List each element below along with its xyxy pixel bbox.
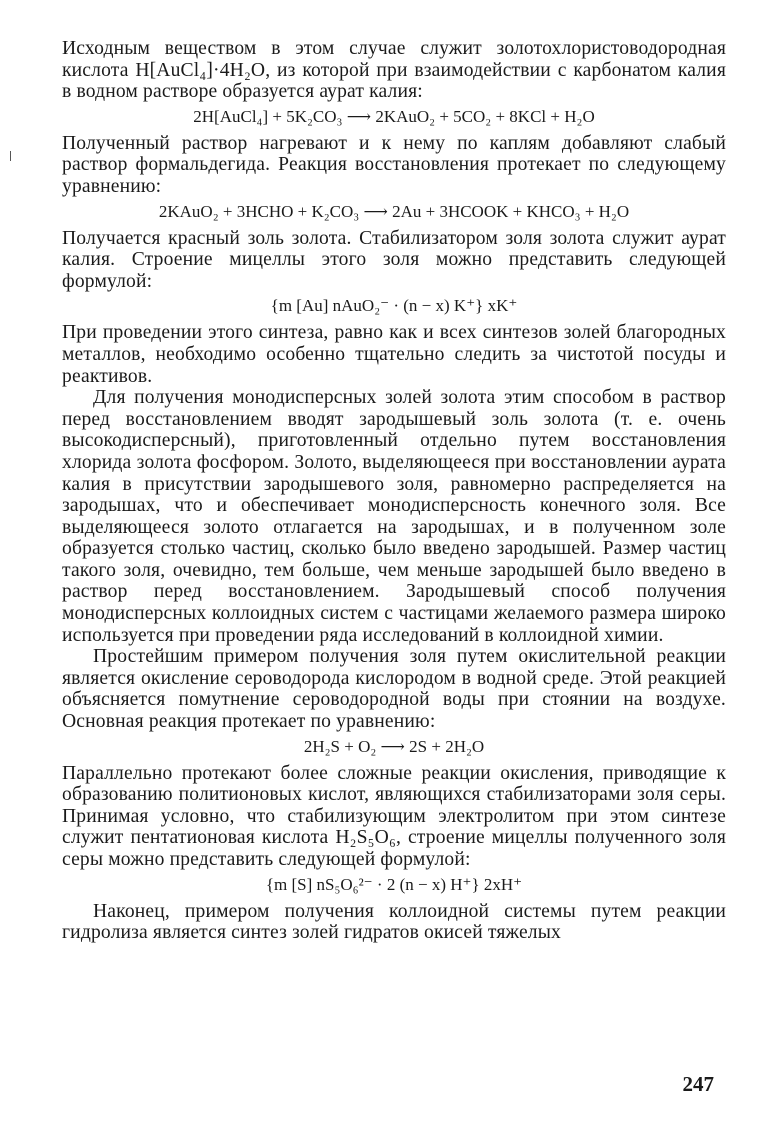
margin-mark [10, 151, 11, 161]
paragraph-purity: При проведении этого синтеза, равно как и всех синтезов золей благородных металлов, необходимо особенно тщательно следить за чистотой посуды и реактивов. [62, 322, 726, 387]
book-page-text [62, 38, 726, 944]
formula-gold-micelle: {m [Au] nAuO₂⁻ · (n − x) K⁺} xK⁺ [270, 296, 518, 316]
formula-h2s-oxidation: 2H₂S + O₂ ⟶ 2S + 2H₂O [303, 736, 485, 756]
paragraph-source-acid: Исходным веществом в этом случае служит золотохлористоводородная кислота H[AuCl₄]·4H₂O, из которой при взаимодействии с карбонатом калия в водном растворе образуется аурат калия: [62, 38, 726, 103]
paragraph-monodisperse: Для получения монодисперсных золей золота этим способом в раствор перед восстановлением вводят зародышевый золь золота (т. е. очень высокодисперсный), приготовленный отдельно путем восстановления хлорида золота фосфором. Золото, выделяющееся при восстановлении аурата калия в присутствии зародышевого золя, равномерно распределяется на зародышах, что и обеспечивает монодисперсность конечного золя. Все выделяющееся золото отлагается на зародышах, и в полученном золе образуется столько частиц, сколько было введено зародышей. Размер частиц такого золя, очевидно, тем больше, чем меньше зародышей было введено в раствор перед восстановлением. Зародышевый способ получения монодисперсных коллоидных систем с частицами желаемого размера широко используется при проведении ряда исследований в коллоидной химии. [62, 387, 726, 646]
paragraph-hydrolysis: Наконец, примером получения коллоидной системы путем реакции гидролиза является синтез золей гидратов окисей тяжелых [62, 900, 726, 944]
page-number: 247 [682, 1072, 714, 1096]
formula-sulfur-micelle: {m [S] nS₅O₆²⁻ · 2 (n − x) H⁺} 2xH⁺ [265, 874, 523, 894]
paragraph-polythionic: Параллельно протекают более сложные реакции окисления, приводящие к образованию политионовых кислот, являющихся стабилизаторами золя серы. Принимая условно, что стабилизующим электролитом при этом синтезе служит пентатионовая кислота H₂S₅O₆, строение мицеллы полученного золя серы можно представить следующей формулой: [62, 762, 726, 870]
paragraph-heating: Полученный раствор нагревают и к нему по каплям добавляют слабый раствор формальдегида. Реакция восстановления протекает по следующему уравнению: [62, 132, 726, 197]
formula-reduction: 2KAuO₂ + 3HCHO + K₂CO₃ ⟶ 2Au + 3HCOOK + KHCO₃ + H₂O [158, 201, 630, 221]
formula-aurate-formation: 2H[AuCl₄] + 5K₂CO₃ ⟶ 2KAuO₂ + 5CO₂ + 8KCl + H₂O [193, 106, 595, 126]
paragraph-oxidation: Простейшим примером получения золя путем окислительной реакции является окисление сероводорода кислородом в водной среде. Этой реакцией объясняется помутнение сероводородной воды при стоянии на воздухе. Основная реакция протекает по уравнению: [62, 646, 726, 733]
paragraph-red-sol: Получается красный золь золота. Стабилизатором золя золота служит аурат калия. Строение мицеллы этого золя можно представить следующей формулой: [62, 227, 726, 292]
